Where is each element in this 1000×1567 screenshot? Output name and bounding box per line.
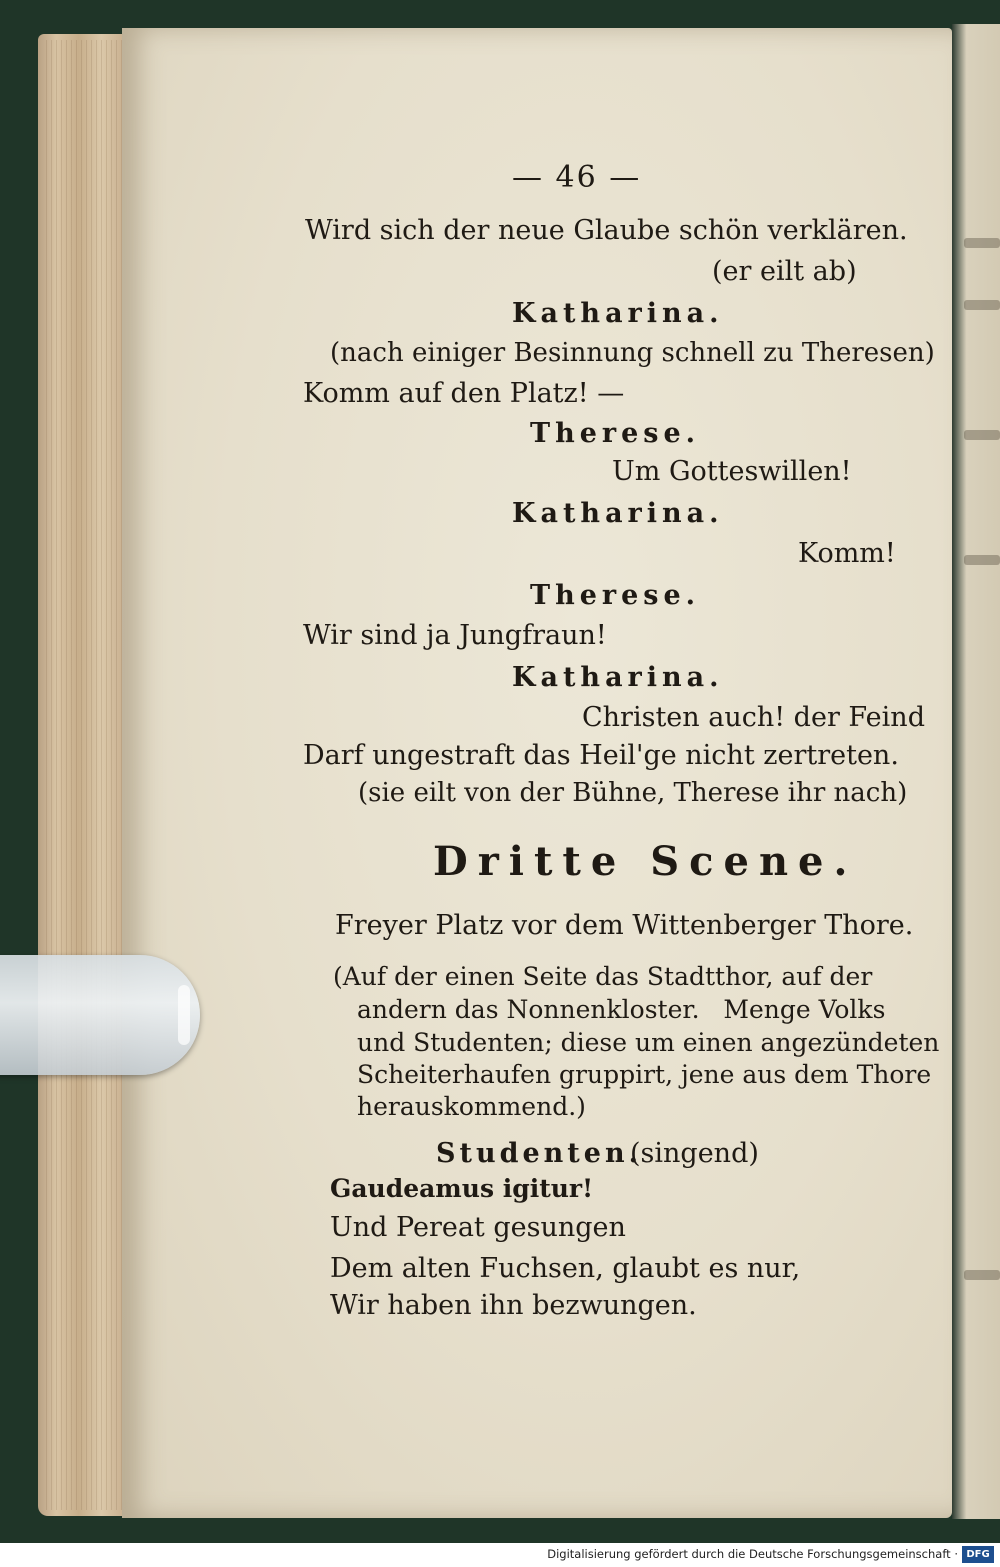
song-line: Gaudeamus igitur! (330, 1174, 594, 1203)
stage-direction: (sie eilt von der Bühne, Therese ihr nach) (358, 778, 908, 808)
song-line: Dem alten Fuchsen, glaubt es nur, (330, 1253, 801, 1284)
footer-bar (0, 1543, 1000, 1567)
verse-line: Christen auch! der Feind (582, 702, 925, 733)
stage-direction: (singend) (630, 1138, 759, 1169)
verse-line: Komm! (798, 538, 896, 569)
verse-line: Um Gotteswillen! (612, 456, 852, 487)
page-edge-lines (46, 40, 132, 1510)
bleed-glyphs (964, 430, 1000, 440)
bleed-glyphs (964, 555, 1000, 565)
speaker-name: Katharina. (512, 298, 724, 329)
verse-line: Wir sind ja Jungfraun! (303, 620, 607, 651)
scene-direction-line: herauskommend.) (357, 1092, 586, 1121)
speaker-name: Studenten. (436, 1138, 642, 1169)
scene-title: Dritte Scene. (433, 838, 858, 885)
dfg-logo: DFG (962, 1546, 994, 1563)
page-number: — 46 — (512, 160, 642, 195)
speaker-name: Therese. (530, 418, 701, 449)
scene-direction-line: andern das Nonnenkloster. Menge Volks (357, 995, 886, 1024)
bleed-glyphs (964, 300, 1000, 310)
clip-highlight (178, 985, 190, 1045)
stage-direction: (nach einiger Besinnung schnell zu Theresen) (330, 338, 935, 368)
song-line: Und Pereat gesungen (330, 1212, 626, 1243)
verse-line: Wird sich der neue Glaube schön verklären. (305, 215, 908, 246)
scene-setting: Freyer Platz vor dem Wittenberger Thore. (335, 910, 914, 941)
speaker-name: Katharina. (512, 498, 724, 529)
speaker-name: Katharina. (512, 662, 724, 693)
bleed-glyphs (964, 1270, 1000, 1280)
bleed-glyphs (964, 238, 1000, 248)
page-clip (0, 955, 200, 1075)
speaker-name: Therese. (530, 580, 701, 611)
stage-direction: (er eilt ab) (712, 256, 857, 287)
song-line: Wir haben ihn bezwungen. (330, 1290, 697, 1321)
scene-direction-line: Scheiterhaufen gruppirt, jene aus dem Thore (357, 1060, 932, 1089)
footer-credit: Digitalisierung gefördert durch die Deutsche Forschungsgemeinschaft · (547, 1547, 958, 1561)
facing-page-strip (952, 24, 1000, 1519)
scene-direction-line: (Auf der einen Seite das Stadtthor, auf der (333, 962, 873, 991)
verse-line: Komm auf den Platz! — (303, 378, 625, 409)
scene-direction-line: und Studenten; diese um einen angezündeten (357, 1028, 940, 1057)
verse-line: Darf ungestraft das Heil'ge nicht zertreten. (303, 740, 899, 771)
